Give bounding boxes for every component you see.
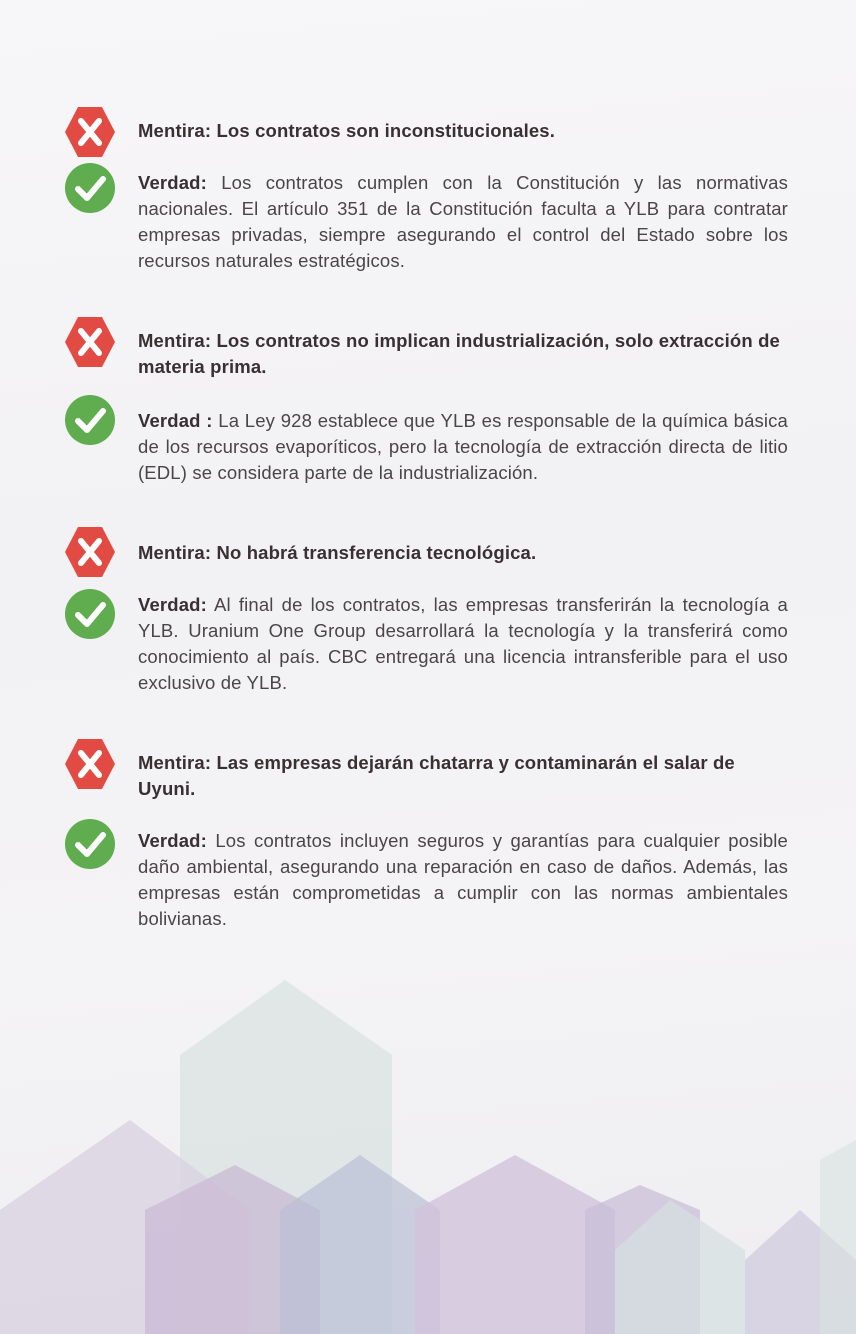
truth-text [138,828,788,932]
myth-text: Mentira: Los contratos son inconstitucionales. [138,120,556,141]
truth-label: Verdad: [138,594,207,615]
myth-text: Mentira: Las empresas dejarán chatarra y contaminarán el salar de Uyuni. [138,752,735,799]
truth-body: La Ley 928 establece que YLB es responsable de la química básica de los recursos evaporíticos, pero la tecnología de extracción directa de litio (EDL) se considera parte de la industrialización. [138,410,789,483]
truth-body: Los contratos incluyen seguros y garantías para cualquier posible daño ambiental, asegurando una reparación en caso de daños. Además, las empresas están comprometidas a cumplir con las normas ambientales bolivianas. [138,830,788,929]
truth-label: Verdad: [138,830,207,851]
truth-label: Verdad: [138,172,207,193]
truth-body: Al final de los contratos, las empresas transferirán la tecnología a YLB. Uranium One Group desarrollará la tecnología y la transferirá como conocimiento al país. CBC entregará una licencia intransferible para el uso exclusivo de YLB. [138,594,788,693]
truth-text [138,170,788,274]
x-icon [62,314,118,370]
x-icon [62,524,118,580]
truth-body: Los contratos cumplen con la Constitución y las normativas nacionales. El artículo 351 de la Constitución faculta a YLB para contratar empresas privadas, siempre asegurando el control del Estado sobre los recursos naturales estratégicos. [138,172,788,271]
mountains-decoration [0,960,856,1334]
check-icon [62,160,118,216]
check-icon [62,392,118,448]
x-icon [62,736,118,792]
x-icon [62,104,118,160]
check-icon [62,816,118,872]
check-icon [62,586,118,642]
myth-text: Mentira: No habrá transferencia tecnológica. [138,542,537,563]
truth-label: Verdad : [138,410,213,431]
myth-text: Mentira: Los contratos no implican industrialización, solo extracción de materia prima. [138,330,780,377]
truth-text [138,592,788,696]
truth-text [138,408,788,486]
